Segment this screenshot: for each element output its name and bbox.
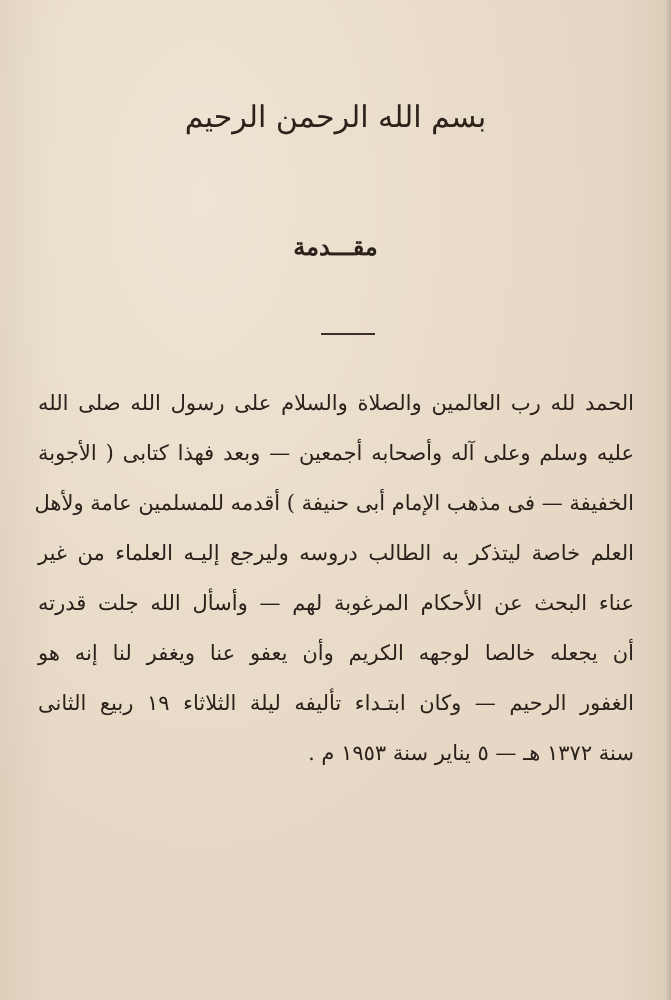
paragraph-line: عناء البحث عن الأحكام المرغوبة لهم — وأسأل الله جلت قدرته xyxy=(38,591,634,615)
page-title: مقـــدمة xyxy=(293,232,378,261)
paragraph-line: العلم خاصة ليتذكر به الطالب دروسه وليرجع إليـه العلماء من غير xyxy=(38,541,634,565)
paragraph-line: أن يجعله خالصا لوجهه الكريم وأن يعفو عنا ويغفر لنا إنه هو xyxy=(38,641,634,665)
page-edge-shadow xyxy=(665,0,671,1000)
paragraph-line: عليه وسلم وعلى آله وأصحابه أجمعين — وبعد فهذا كتابى ( الأجوبة xyxy=(38,441,634,465)
title-divider xyxy=(321,333,375,335)
paragraph-line: سنة ١٣٧٢ هـ — ٥ يناير سنة ١٩٥٣ م . xyxy=(308,741,634,765)
paragraph-line: الغفور الرحيم — وكان ابتـداء تأليفه ليلة الثلاثاء ١٩ ربيع الثانى xyxy=(38,691,634,715)
introduction-paragraph xyxy=(34,378,634,778)
basmala-heading: بسم الله الرحمن الرحيم xyxy=(184,100,487,135)
paragraph-line: الحمد لله رب العالمين والصلاة والسلام على رسول الله صلى الله xyxy=(38,391,634,415)
paragraph-line: الخفيفة — فى مذهب الإمام أبى حنيفة ) أقدمه للمسلمين عامة ولأهل xyxy=(34,491,634,515)
